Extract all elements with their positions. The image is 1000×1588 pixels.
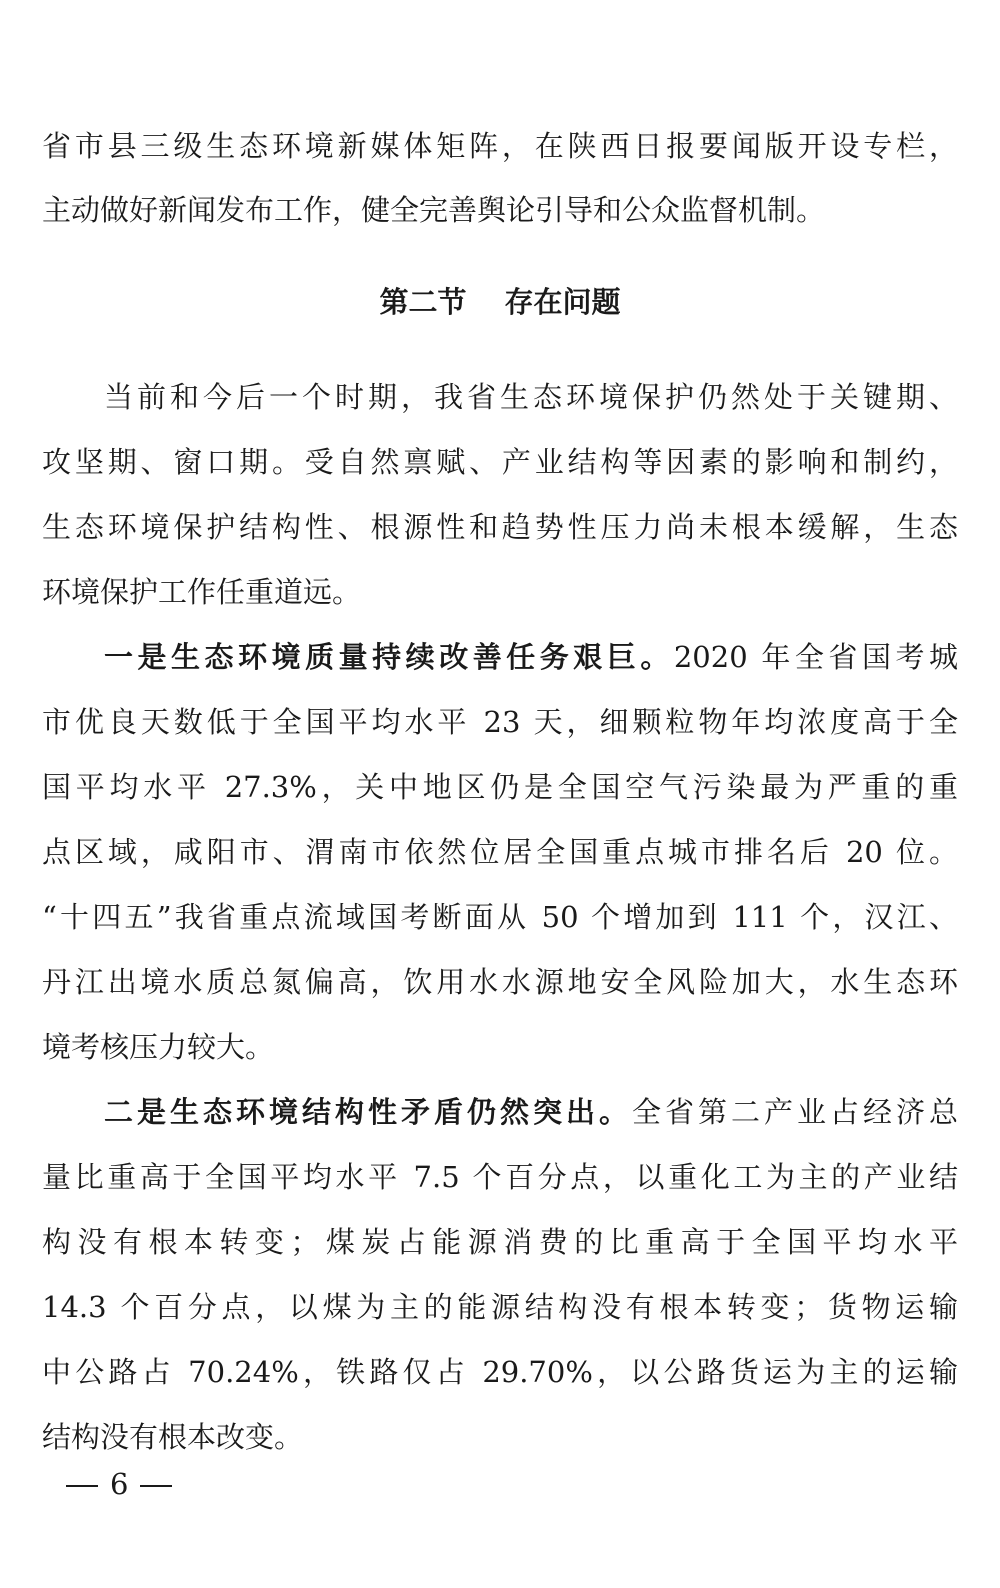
text-line: 生态环境保护结构性、根源性和趋势性压力尚未根本缓解，生态 bbox=[42, 510, 958, 544]
text-line: 国平均水平 27.3%，关中地区仍是全国空气污染最为严重的重 bbox=[42, 770, 958, 804]
text-line: 攻坚期、窗口期。受自然禀赋、产业结构等因素的影响和制约， bbox=[42, 445, 958, 479]
text-line: 14.3 个百分点，以煤为主的能源结构没有根本转变；货物运输 bbox=[42, 1290, 958, 1324]
paragraph-text: 全省第二产业占经济总 bbox=[631, 1095, 958, 1129]
paragraph-heading: 一是生态环境质量持续改善任务艰巨。 bbox=[104, 640, 674, 674]
paragraph-heading: 二是生态环境结构性矛盾仍然突出。 bbox=[104, 1095, 632, 1129]
paragraph-first-line bbox=[104, 1092, 958, 1132]
page-number-value: 6 bbox=[110, 1467, 129, 1501]
text-line: 量比重高于全国平均水平 7.5 个百分点，以重化工为主的产业结 bbox=[42, 1160, 958, 1194]
paragraph-text: 2020 年全省国考城 bbox=[673, 640, 958, 674]
text-line: 省市县三级生态环境新媒体矩阵，在陕西日报要闻版开设专栏， bbox=[42, 129, 958, 163]
page-number bbox=[66, 1464, 172, 1504]
text-line: 丹江出境水质总氮偏高，饮用水水源地安全风险加大，水生态环 bbox=[42, 965, 958, 999]
text-line: 环境保护工作任重道远。 bbox=[42, 575, 362, 609]
paragraph-first-line bbox=[104, 637, 958, 677]
text-line: 主动做好新闻发布工作，健全完善舆论引导和公众监督机制。 bbox=[42, 193, 826, 227]
text-line: “十四五”我省重点流域国考断面从 50 个增加到 111 个，汉江、 bbox=[42, 900, 958, 934]
section-title: 存在问题 bbox=[504, 285, 621, 319]
text-line: 当前和今后一个时期，我省生态环境保护仍然处于关键期、 bbox=[104, 380, 958, 414]
text-line: 中公路占 70.24%，铁路仅占 29.70%，以公路货运为主的运输 bbox=[42, 1355, 958, 1389]
text-line: 市优良天数低于全国平均水平 23 天，细颗粒物年均浓度高于全 bbox=[42, 705, 958, 739]
text-line: 构没有根本转变；煤炭占能源消费的比重高于全国平均水平 bbox=[42, 1225, 958, 1259]
section-heading bbox=[0, 282, 1000, 322]
dash-left bbox=[66, 1485, 98, 1487]
text-line: 结构没有根本改变。 bbox=[42, 1420, 304, 1454]
text-line: 境考核压力较大。 bbox=[42, 1030, 275, 1064]
dash-right bbox=[140, 1485, 172, 1487]
section-number: 第二节 bbox=[379, 285, 467, 319]
text-line: 点区域，咸阳市、渭南市依然位居全国重点城市排名后 20 位。 bbox=[42, 835, 958, 869]
